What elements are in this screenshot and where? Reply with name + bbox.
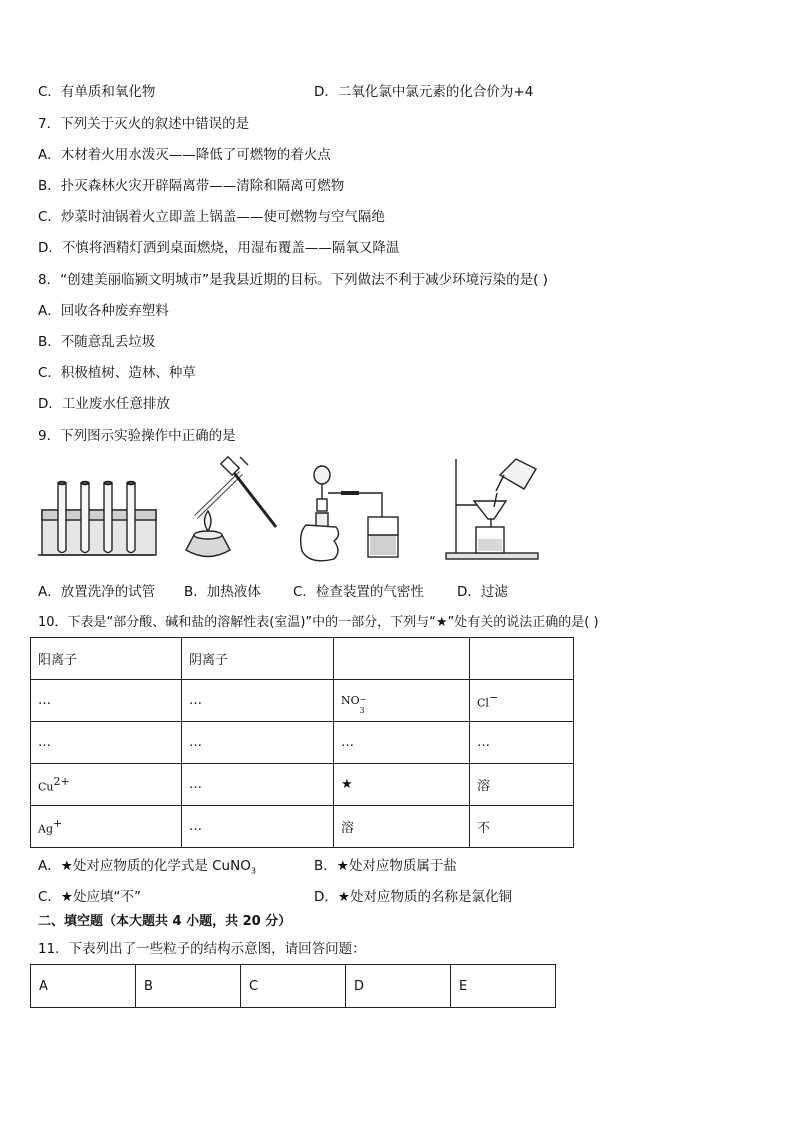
q9-stem: 9．下列图示实验操作中正确的是 <box>38 428 236 444</box>
q8-option-d: D．工业废水任意排放 <box>38 396 170 412</box>
nitrate-charge: − <box>359 695 367 704</box>
copper-symbol: Cu <box>38 780 54 794</box>
nitrate-subscript: 3 <box>359 706 365 715</box>
heating-liquid-figure <box>186 457 276 557</box>
table-row <box>31 965 556 1008</box>
silver-symbol: Ag <box>38 822 53 836</box>
table-cell: D <box>346 965 451 1008</box>
copper-charge: 2+ <box>53 774 70 788</box>
q8-option-a: A．回收各种废弃塑料 <box>38 303 169 319</box>
table-cell: … <box>31 722 182 764</box>
table-cell: … <box>182 764 334 806</box>
q9-option-d: D．过滤 <box>457 584 508 600</box>
table-cell: … <box>182 680 334 722</box>
table-cell: B <box>136 965 241 1008</box>
q10-option-a-text: A．★处对应物质的化学式是 CuNO <box>38 858 251 874</box>
q8-stem: 8．“创建美丽临颍文明城市”是我县近期的目标。下列做法不利于减少环境污染的是( ) <box>38 272 548 288</box>
table-cell: … <box>470 722 574 764</box>
table-cell: 不 <box>470 806 574 848</box>
q8-option-c: C．积极植树、造林、种草 <box>38 365 196 381</box>
table-cell: … <box>334 722 470 764</box>
table-row <box>31 764 574 806</box>
table-cell: … <box>31 680 182 722</box>
table-cell: … <box>182 722 334 764</box>
q7-option-b: B．扑灭森林火灾开辟隔离带——清除和隔离可燃物 <box>38 178 345 194</box>
table-cell <box>470 638 574 680</box>
q10-option-c: C．★处应填“不” <box>38 889 142 905</box>
table-cell-chloride <box>470 680 574 722</box>
table-cell: 阴离子 <box>182 638 334 680</box>
table-row <box>31 638 574 680</box>
silver-charge: + <box>53 816 63 830</box>
table-cell: 溶 <box>470 764 574 806</box>
q10-option-a-subscript: 3 <box>250 866 256 876</box>
q10-option-b: B．★处对应物质属于盐 <box>314 858 457 874</box>
q9-option-b: B．加热液体 <box>184 584 261 600</box>
q11-stem: 11．下表列出了一些粒子的结构示意图，请回答问题： <box>38 941 366 957</box>
q9-option-c: C．检查装置的气密性 <box>293 584 424 600</box>
q7-option-c: C．炒菜时油锅着火立即盖上锅盖——使可燃物与空气隔绝 <box>38 209 385 225</box>
table-row <box>31 722 574 764</box>
table-cell: 阳离子 <box>31 638 182 680</box>
q10-option-a <box>38 857 256 881</box>
table-cell <box>334 638 470 680</box>
q6-option-c: C．有单质和氧化物 <box>38 84 156 100</box>
star-cell: ★ <box>334 764 470 806</box>
table-row <box>31 680 574 722</box>
section-title: 二、填空题（本大题共 4 小题，共 20 分） <box>38 914 292 929</box>
table-cell: … <box>182 806 334 848</box>
q7-option-d: D．不慎将酒精灯洒到桌面燃烧，用湿布覆盖——隔氧又降温 <box>38 240 400 256</box>
solubility-table <box>30 637 574 848</box>
q8-option-b: B．不随意乱丢垃圾 <box>38 334 156 350</box>
table-row <box>31 806 574 848</box>
table-cell: A <box>31 965 136 1008</box>
air-tightness-figure <box>301 466 398 561</box>
filtration-figure <box>446 459 538 559</box>
chloride-symbol: Cl <box>477 696 489 710</box>
table-cell-nitrate <box>334 680 470 722</box>
particle-table <box>30 964 556 1008</box>
chloride-charge: − <box>488 690 499 704</box>
table-cell: 溶 <box>334 806 470 848</box>
table-cell: E <box>451 965 556 1008</box>
q6-option-d: D．二氧化氯中氯元素的化合价为+4 <box>314 84 534 100</box>
q10-stem: 10．下表是“部分酸、碱和盐的溶解性表(室温)”中的一部分，下列与“★”处有关的说法正确的是( ) <box>38 615 599 630</box>
lab-operations-illustration <box>36 455 556 570</box>
table-cell-copper <box>31 764 182 806</box>
q7-stem: 7．下列关于灭火的叙述中错误的是 <box>38 116 250 132</box>
q9-figures <box>36 455 556 570</box>
q9-option-a: A．放置洗净的试管 <box>38 584 156 600</box>
nitrate-symbol: NO <box>341 694 360 707</box>
table-cell: C <box>241 965 346 1008</box>
q7-option-a: A．木材着火用水泼灭——降低了可燃物的着火点 <box>38 147 331 163</box>
table-cell-silver <box>31 806 182 848</box>
test-tube-rack-figure <box>38 481 156 555</box>
q10-option-d: D．★处对应物质的名称是氯化铜 <box>314 889 512 905</box>
